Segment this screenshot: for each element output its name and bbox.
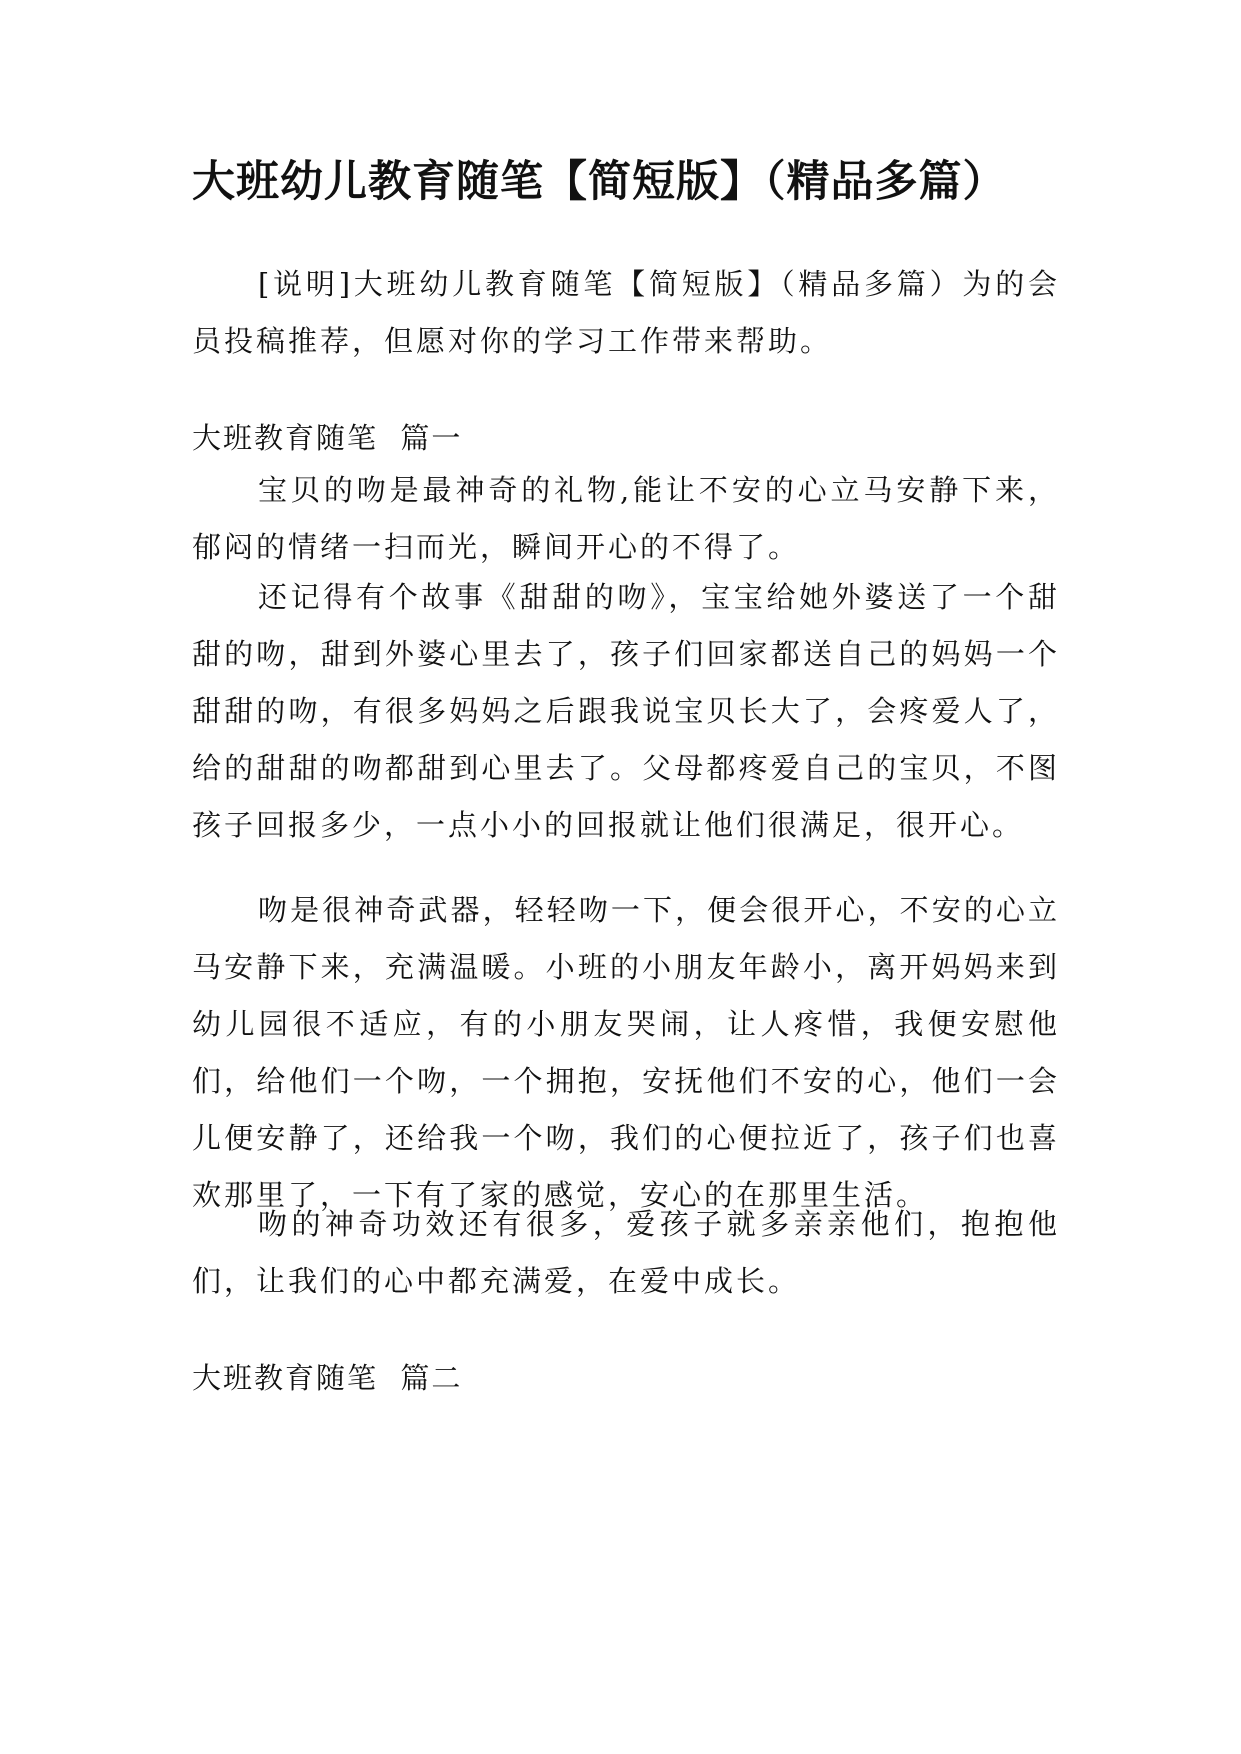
section-1-paragraph-3: 吻是很神奇武器，轻轻吻一下，便会很开心，不安的心立马安静下来，充满温暖。小班的小朋友年龄小，离开妈妈来到幼儿园很不适应，有的小朋友哭闹，让人疼惜，我便安慰他们，给他们一个吻，一个拥抱，安抚他们不安的心，他们一会儿便安静了，还给我一个吻，我们的心便拉近了，孩子们也喜欢那里了，一下有了家的感觉，安心的在那里生活。	[192, 893, 1060, 1212]
section-1-paragraph-1: 宝贝的吻是最神奇的礼物,能让不安的心立马安静下来，郁闷的情绪一扫而光，瞬间开心的不得了。	[192, 473, 1060, 564]
section-1-paragraph-4: 吻的神奇功效还有很多，爱孩子就多亲亲他们，抱抱他们，让我们的心中都充满爱，在爱中成长。	[192, 1207, 1060, 1298]
section-1-paragraph-2: 还记得有个故事《甜甜的吻》，宝宝给她外婆送了一个甜甜的吻，甜到外婆心里去了，孩子们回家都送自己的妈妈一个甜甜的吻，有很多妈妈之后跟我说宝贝长大了，会疼爱人了，给的甜甜的吻都甜到心里去了。父母都疼爱自己的宝贝，不图孩子回报多少，一点小小的回报就让他们很满足，很开心。	[192, 580, 1060, 842]
intro-paragraph: [说明]大班幼儿教育随笔【简短版】（精品多篇）为的会员投稿推荐，但愿对你的学习工作带来帮助。	[192, 267, 1060, 358]
section-heading-1: 大班教育随笔 篇一	[192, 421, 463, 455]
section-heading-2: 大班教育随笔 篇二	[192, 1361, 463, 1395]
document-title: 大班幼儿教育随笔【简短版】（精品多篇）	[192, 157, 1007, 207]
